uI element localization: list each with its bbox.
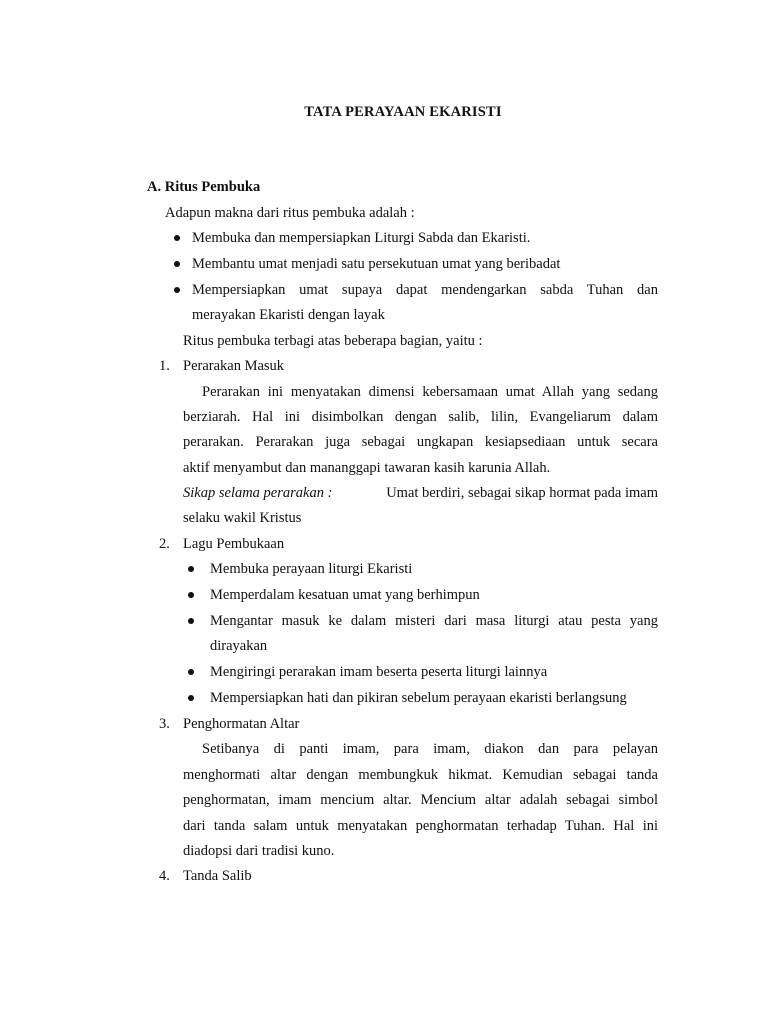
list-item: Mengiringi perarakan imam beserta peserta liturgi lainnya — [210, 664, 548, 680]
bullet-icon — [188, 618, 194, 624]
bullet-icon — [188, 695, 194, 701]
paragraph-line: menghormati altar dengan membungkuk hikmat. Kemudian sebagai tanda — [183, 767, 658, 783]
list-item: Membantu umat menjadi satu persekutuan umat yang beribadat — [192, 256, 561, 272]
list-item-continuation: merayakan Ekaristi dengan layak — [192, 307, 385, 323]
section-heading: A. Ritus Pembuka — [147, 179, 261, 195]
paragraph-line: perarakan. Perarakan juga sebagai ungkapan kesiapsediaan untuk secara — [183, 434, 658, 450]
paragraph-line: diadopsi dari tradisi kuno. — [183, 843, 335, 859]
item-number: 2. — [159, 536, 170, 552]
paragraph-line: selaku wakil Kristus — [183, 510, 302, 526]
bullet-icon — [188, 592, 194, 598]
paragraph-line: penghormatan, imam mencium altar. Mencium altar adalah sebagai simbol — [183, 792, 658, 808]
item-title: Lagu Pembukaan — [183, 536, 285, 552]
paragraph-line: Perarakan ini menyatakan dimensi kebersamaan umat Allah yang sedang — [202, 384, 658, 400]
item-number: 1. — [159, 358, 170, 374]
bullet-icon — [188, 566, 194, 572]
bullet-icon — [174, 235, 180, 241]
list-item: Memperdalam kesatuan umat yang berhimpun — [210, 587, 480, 603]
bullet-icon — [174, 261, 180, 267]
paragraph-line: Setibanya di panti imam, para imam, diakon dan para pelayan — [202, 741, 658, 757]
list-item: Membuka perayaan liturgi Ekaristi — [210, 561, 413, 577]
sikap-label: Sikap selama perarakan : — [183, 485, 333, 501]
paragraph-line: aktif menyambut dan mananggapi tawaran kasih karunia Allah. — [183, 460, 551, 476]
bullet-icon — [174, 287, 180, 293]
list-item: Mempersiapkan umat supaya dapat mendengarkan sabda Tuhan dan — [192, 282, 658, 298]
item-number: 3. — [159, 716, 170, 732]
item-title: Perarakan Masuk — [183, 358, 285, 374]
sikap-text: Umat berdiri, sebagai sikap hormat pada imam — [386, 485, 658, 501]
parts-intro: Ritus pembuka terbagi atas beberapa bagian, yaitu : — [183, 333, 483, 349]
item-title: Penghormatan Altar — [183, 716, 300, 732]
page-title: TATA PERAYAAN EKARISTI — [304, 104, 502, 120]
paragraph-line: berziarah. Hal ini disimbolkan dengan salib, lilin, Evangeliarum dalam — [183, 409, 658, 425]
item-number: 4. — [159, 868, 170, 884]
list-item: Mempersiapkan hati dan pikiran sebelum perayaan ekaristi berlangsung — [210, 690, 627, 706]
paragraph-line: dari tanda salam untuk menyatakan penghormatan terhadap Tuhan. Hal ini — [183, 818, 658, 834]
item-title: Tanda Salib — [183, 868, 252, 884]
list-item: Membuka dan mempersiapkan Liturgi Sabda dan Ekaristi. — [192, 230, 531, 246]
list-item-continuation: dirayakan — [210, 638, 268, 654]
sikap-line — [183, 484, 658, 502]
section-intro: Adapun makna dari ritus pembuka adalah : — [165, 205, 415, 221]
bullet-icon — [188, 669, 194, 675]
list-item: Mengantar masuk ke dalam misteri dari masa liturgi atau pesta yang — [210, 613, 658, 629]
